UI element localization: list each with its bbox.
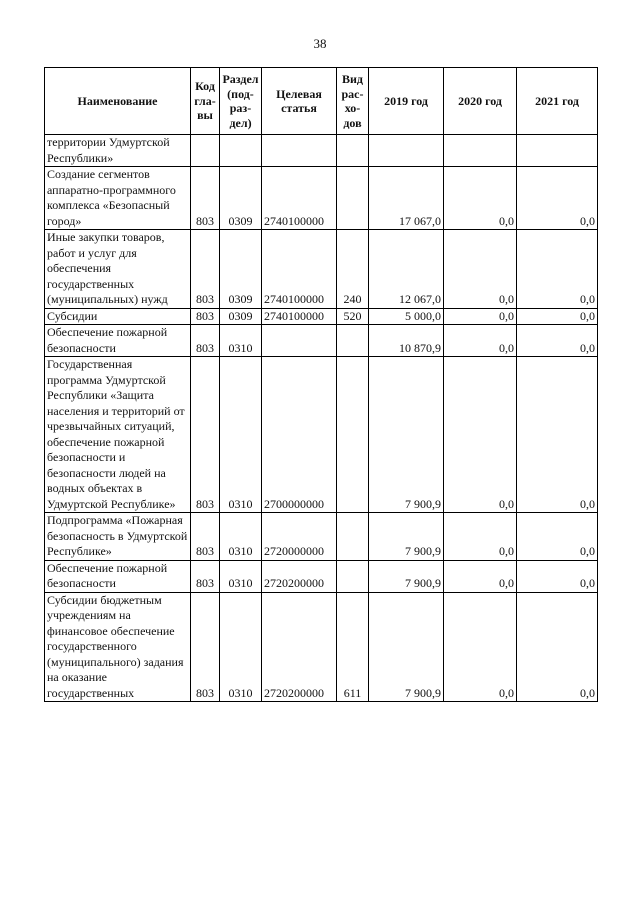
row-kind: 240 (337, 230, 369, 309)
row-2019: 7 900,9 (369, 357, 444, 513)
row-target: 2720200000 (262, 592, 337, 702)
row-2020: 0,0 (444, 592, 517, 702)
table-row (45, 325, 598, 357)
table-row (45, 357, 598, 513)
row-2020: 0,0 (444, 513, 517, 561)
row-2019: 7 900,9 (369, 513, 444, 561)
row-kind (337, 513, 369, 561)
row-2021: 0,0 (517, 513, 598, 561)
row-kind (337, 135, 369, 167)
row-name: Субсидии (45, 308, 191, 325)
table-row (45, 230, 598, 309)
row-2019: 7 900,9 (369, 560, 444, 592)
row-name: Государственная программа Удмуртской Республики «Защита населения и территорий от чрезвычайных ситуаций, обеспечение пожарной безопасности и безопасности людей на водных объектах в Удмуртской Республике» (45, 357, 191, 513)
header-kind: Вид рас-хо-дов (337, 68, 369, 135)
row-kind: 520 (337, 308, 369, 325)
budget-table (44, 67, 598, 702)
row-target: 2740100000 (262, 308, 337, 325)
row-2021: 0,0 (517, 357, 598, 513)
row-2019: 10 870,9 (369, 325, 444, 357)
header-code: Код гла-вы (191, 68, 220, 135)
row-kind (337, 357, 369, 513)
header-name: Наименование (45, 68, 191, 135)
row-section: 0309 (220, 230, 262, 309)
header-2020: 2020 год (444, 68, 517, 135)
row-target (262, 325, 337, 357)
row-2021: 0,0 (517, 325, 598, 357)
table-row (45, 592, 598, 702)
row-code: 803 (191, 357, 220, 513)
row-2019: 7 900,9 (369, 592, 444, 702)
header-section: Раздел (под-раз-дел) (220, 68, 262, 135)
row-section: 0310 (220, 357, 262, 513)
row-kind (337, 325, 369, 357)
row-target: 2740100000 (262, 230, 337, 309)
row-2020: 0,0 (444, 325, 517, 357)
row-2021: 0,0 (517, 167, 598, 230)
row-code: 803 (191, 592, 220, 702)
row-section: 0309 (220, 167, 262, 230)
header-target: Целевая статья (262, 68, 337, 135)
row-target: 2700000000 (262, 357, 337, 513)
row-section: 0309 (220, 308, 262, 325)
row-section: 0310 (220, 513, 262, 561)
row-target: 2740100000 (262, 167, 337, 230)
row-code: 803 (191, 230, 220, 309)
row-name: территории Удмуртской Республики» (45, 135, 191, 167)
row-section (220, 135, 262, 167)
row-section: 0310 (220, 325, 262, 357)
table-body (45, 135, 598, 702)
row-kind: 611 (337, 592, 369, 702)
row-code: 803 (191, 167, 220, 230)
row-2019: 17 067,0 (369, 167, 444, 230)
row-2021 (517, 135, 598, 167)
row-2021: 0,0 (517, 560, 598, 592)
row-2021: 0,0 (517, 308, 598, 325)
row-code: 803 (191, 325, 220, 357)
row-2021: 0,0 (517, 230, 598, 309)
row-code: 803 (191, 560, 220, 592)
row-code (191, 135, 220, 167)
header-2021: 2021 год (517, 68, 598, 135)
page-number: 38 (313, 36, 327, 51)
row-code: 803 (191, 308, 220, 325)
row-name: Обеспечение пожарной безопасности (45, 325, 191, 357)
row-2019: 12 067,0 (369, 230, 444, 309)
row-2020: 0,0 (444, 230, 517, 309)
header-row (45, 68, 598, 135)
row-code: 803 (191, 513, 220, 561)
table-row (45, 308, 598, 325)
table-row (45, 513, 598, 561)
row-target (262, 135, 337, 167)
row-name: Иные закупки товаров, работ и услуг для обеспечения государственных (муниципальных) нужд (45, 230, 191, 309)
row-kind (337, 560, 369, 592)
row-target: 2720000000 (262, 513, 337, 561)
row-name: Обеспечение пожарной безопасности (45, 560, 191, 592)
row-2020: 0,0 (444, 560, 517, 592)
row-kind (337, 167, 369, 230)
row-section: 0310 (220, 560, 262, 592)
row-2020: 0,0 (444, 357, 517, 513)
row-2020: 0,0 (444, 308, 517, 325)
row-section: 0310 (220, 592, 262, 702)
table-row (45, 560, 598, 592)
table-row (45, 167, 598, 230)
row-2019: 5 000,0 (369, 308, 444, 325)
row-2021: 0,0 (517, 592, 598, 702)
row-name: Подпрограмма «Пожарная безопасность в Удмуртской Республике» (45, 513, 191, 561)
table-row (45, 135, 598, 167)
row-name: Создание сегментов аппаратно-программного комплекса «Безопасный город» (45, 167, 191, 230)
row-2020 (444, 135, 517, 167)
row-2019 (369, 135, 444, 167)
header-2019: 2019 год (369, 68, 444, 135)
row-target: 2720200000 (262, 560, 337, 592)
row-2020: 0,0 (444, 167, 517, 230)
row-name: Субсидии бюджетным учреждениям на финансовое обеспечение государственного (муниципального) задания на оказание государственных (45, 592, 191, 702)
